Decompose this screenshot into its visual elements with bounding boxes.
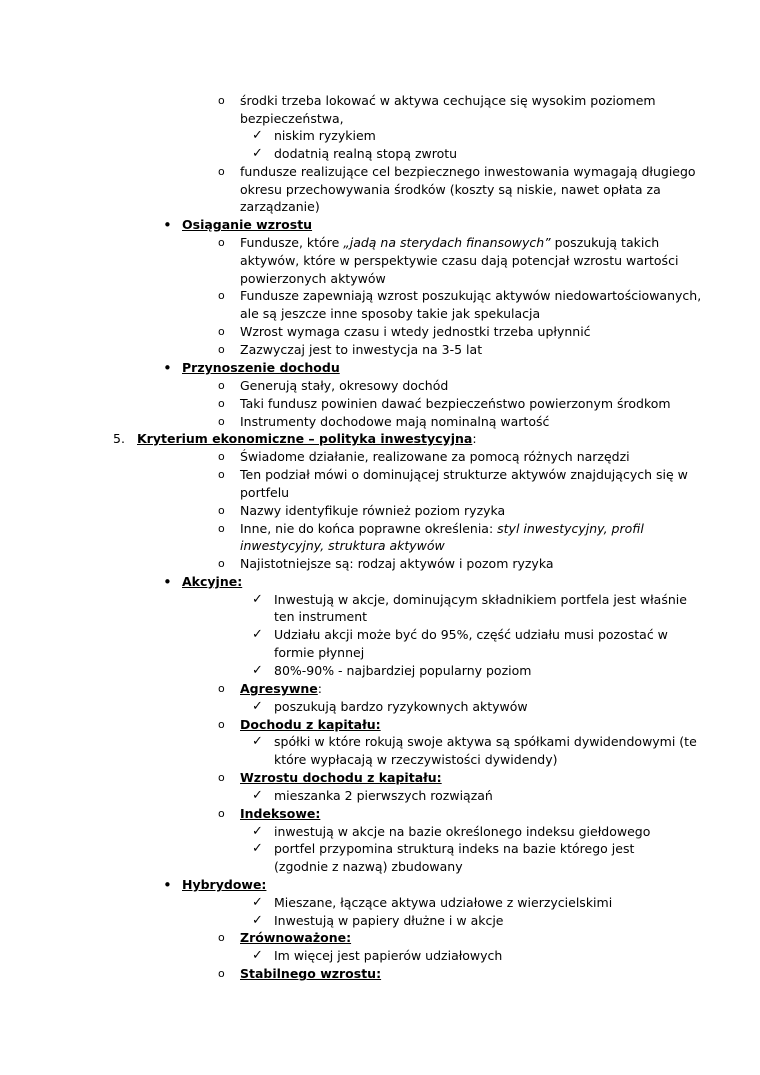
circle-bullet-icon: o: [218, 343, 225, 356]
list-item-text: portfel przypomina strukturą indeks na bazie którego jest: [274, 841, 635, 856]
circle-bullet-icon: o: [218, 522, 225, 535]
list-item-text: formie płynnej: [274, 645, 365, 660]
italic-quote: „jadą na sterydach finansowych”: [343, 235, 551, 250]
checkmark-icon: ✓: [252, 895, 263, 910]
dot-bullet-icon: •: [163, 573, 172, 591]
list-item-text: mieszanka 2 pierwszych rozwiązań: [274, 788, 493, 803]
list-item-text: Nazwy identyfikuje również poziom ryzyka: [240, 503, 506, 518]
circle-bullet-icon: o: [218, 94, 225, 107]
circle-bullet-icon: o: [218, 771, 225, 784]
checkmark-icon: ✓: [252, 128, 263, 143]
list-item-text: bezpieczeństwa,: [240, 111, 344, 126]
list-item-text: zarządzanie): [240, 199, 320, 214]
checkmark-icon: ✓: [252, 824, 263, 839]
list-item-text: Wzrost wymaga czasu i wtedy jednostki trzeba upłynnić: [240, 324, 591, 339]
subheading: Stabilnego wzrostu:: [240, 966, 382, 981]
section-heading: Hybrydowe:: [182, 877, 267, 892]
numbered-heading: [137, 430, 477, 448]
list-item-text: 80%-90% - najbardziej popularny poziom: [274, 663, 532, 678]
subheading: Zrównoważone:: [240, 930, 352, 945]
text-run: Inne, nie do końca poprawne określenia:: [240, 521, 498, 536]
section-heading: Osiąganie wzrostu: [182, 217, 313, 232]
list-item-text: środki trzeba lokować w aktywa cechujące się wysokim poziomem: [240, 93, 656, 108]
subheading: [240, 680, 322, 698]
circle-bullet-icon: o: [218, 165, 225, 178]
list-item-text: dodatnią realną stopą zwrotu: [274, 146, 458, 161]
list-item-text: Mieszane, łączące aktywa udziałowe z wierzycielskimi: [274, 895, 613, 910]
checkmark-icon: ✓: [252, 734, 263, 749]
subheading: Indeksowe:: [240, 806, 321, 821]
circle-bullet-icon: o: [218, 682, 225, 695]
checkmark-icon: ✓: [252, 699, 263, 714]
list-item-text: powierzonych aktywów: [240, 271, 386, 286]
checkmark-icon: ✓: [252, 788, 263, 803]
italic-text: styl inwestycyjny, profil: [497, 521, 644, 536]
list-item-text: niskim ryzykiem: [274, 128, 376, 143]
circle-bullet-icon: o: [218, 807, 225, 820]
heading-colon: :: [472, 431, 477, 446]
subheading: Dochodu z kapitału:: [240, 717, 381, 732]
italic-text: inwestycyjny, struktura aktywów: [240, 538, 445, 553]
list-item-text: spółki w które rokują swoje aktywa są spółkami dywidendowymi (te: [274, 734, 697, 749]
list-item-text: Inwestują w papiery dłużne i w akcje: [274, 913, 504, 928]
circle-bullet-icon: o: [218, 397, 225, 410]
list-item-text: które wypłacają w rzeczywistości dywidendy): [274, 752, 558, 767]
checkmark-icon: ✓: [252, 627, 263, 642]
list-item-text: Zazwyczaj jest to inwestycja na 3-5 lat: [240, 342, 483, 357]
circle-bullet-icon: o: [218, 236, 225, 249]
list-number: 5.: [113, 431, 125, 446]
list-item-text: okresu przechowywania środków (koszty są niskie, nawet opłata za: [240, 182, 661, 197]
list-item-text: Inwestują w akcje, dominującym składnikiem portfela jest właśnie: [274, 592, 687, 607]
list-item-text: [240, 520, 644, 538]
checkmark-icon: ✓: [252, 146, 263, 161]
circle-bullet-icon: o: [218, 718, 225, 731]
list-item-text: Instrumenty dochodowe mają nominalną wartość: [240, 414, 550, 429]
circle-bullet-icon: o: [218, 325, 225, 338]
list-item-text: inwestują w akcje na bazie określonego indeksu giełdowego: [274, 824, 651, 839]
circle-bullet-icon: o: [218, 557, 225, 570]
section-heading: Akcyjne:: [182, 574, 243, 589]
dot-bullet-icon: •: [163, 216, 172, 234]
heading-text: Kryterium ekonomiczne – polityka inwestycyjna: [137, 431, 473, 446]
checkmark-icon: ✓: [252, 663, 263, 678]
subheading-colon: :: [317, 681, 322, 696]
list-item-text: Udziału akcji może być do 95%, część udziału musi pozostać w: [274, 627, 668, 642]
text-run: Fundusze, które: [240, 235, 344, 250]
list-item-text: [240, 234, 659, 252]
list-item-text: Świadome działanie, realizowane za pomocą różnych narzędzi: [240, 449, 630, 464]
list-item-text: Fundusze zapewniają wzrost poszukując aktywów niedowartościowanych,: [240, 288, 702, 303]
circle-bullet-icon: o: [218, 379, 225, 392]
dot-bullet-icon: •: [163, 876, 172, 894]
circle-bullet-icon: o: [218, 504, 225, 517]
list-item-text: aktywów, które w perspektywie czasu dają potencjał wzrostu wartości: [240, 253, 679, 268]
list-item-text: Najistotniejsze są: rodzaj aktywów i pozom ryzyka: [240, 556, 554, 571]
circle-bullet-icon: o: [218, 450, 225, 463]
circle-bullet-icon: o: [218, 415, 225, 428]
list-item-text: portfelu: [240, 485, 290, 500]
checkmark-icon: ✓: [252, 948, 263, 963]
checkmark-icon: ✓: [252, 592, 263, 607]
section-heading: Przynoszenie dochodu: [182, 360, 340, 375]
list-item-text: (zgodnie z nazwą) zbudowany: [274, 859, 463, 874]
checkmark-icon: ✓: [252, 841, 263, 856]
list-item-text: ale są jeszcze inne sposoby takie jak spekulacja: [240, 306, 541, 321]
subheading: Wzrostu dochodu z kapitału:: [240, 770, 442, 785]
list-item-text: poszukują bardzo ryzykownych aktywów: [274, 699, 528, 714]
list-item-text: Generują stały, okresowy dochód: [240, 378, 449, 393]
list-item-text: Im więcej jest papierów udziałowych: [274, 948, 503, 963]
list-item-text: fundusze realizujące cel bezpiecznego inwestowania wymagają długiego: [240, 164, 696, 179]
circle-bullet-icon: o: [218, 967, 225, 980]
circle-bullet-icon: o: [218, 931, 225, 944]
circle-bullet-icon: o: [218, 289, 225, 302]
text-run: poszukują takich: [550, 235, 660, 250]
list-item-text: Ten podział mówi o dominującej strukturze aktywów znajdujących się w: [240, 467, 688, 482]
subheading-text: Agresywne: [240, 681, 318, 696]
checkmark-icon: ✓: [252, 913, 263, 928]
dot-bullet-icon: •: [163, 359, 172, 377]
circle-bullet-icon: o: [218, 468, 225, 481]
list-item-text: ten instrument: [274, 609, 368, 624]
list-item-text: Taki fundusz powinien dawać bezpieczeństwo powierzonym środkom: [240, 396, 671, 411]
